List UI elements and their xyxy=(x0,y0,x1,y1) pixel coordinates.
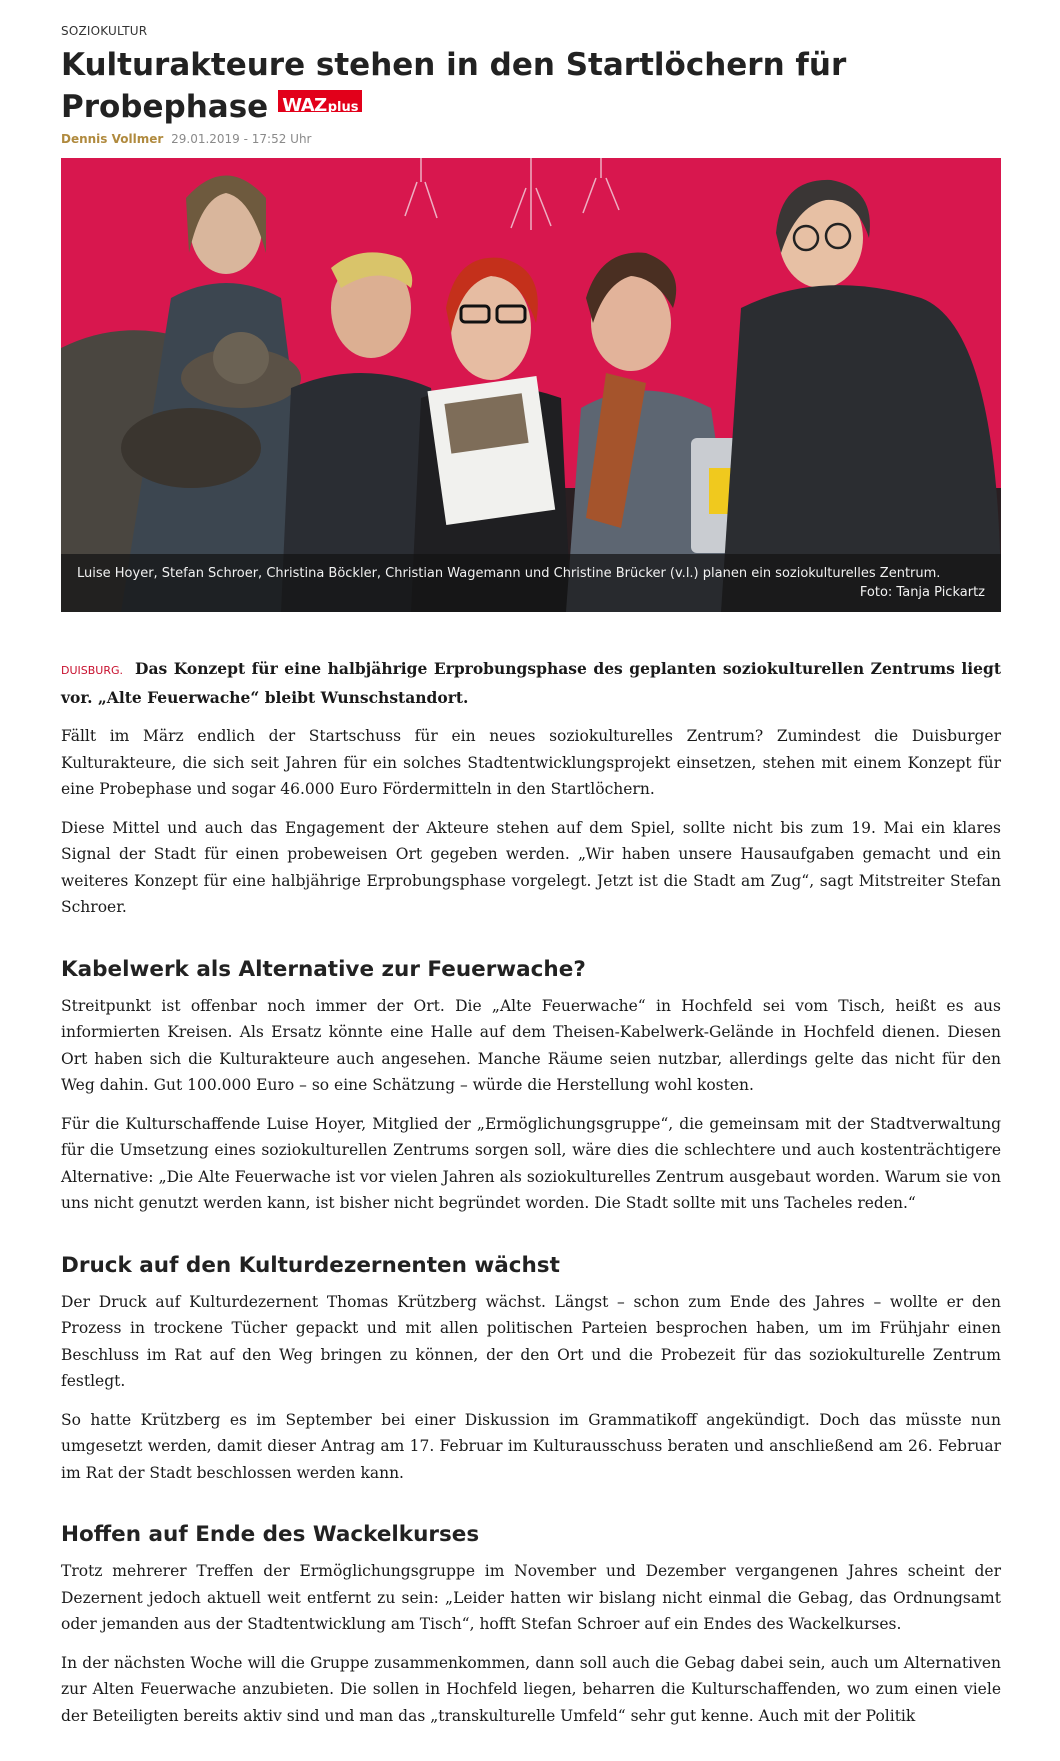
byline xyxy=(61,132,1001,146)
article-title xyxy=(61,44,1001,128)
subheading: Hoffen auf Ende des Wackelkurses xyxy=(61,1522,480,1547)
image-caption xyxy=(61,554,1001,612)
article-title-text: Kulturakteure stehen in den Startlöchern für Probephase xyxy=(61,47,847,125)
subheading: Kabelwerk als Alternative zur Feuerwache? xyxy=(61,956,586,982)
article-lead xyxy=(61,655,1001,711)
paragraph: So hatte Krützberg es im September bei einer Diskussion im Grammatikoff angekündigt. Doch das müsste nun umgesetzt werden, damit dieser Antrag am 17. Februar im Kulturausschuss beraten und anschließend am 26. Februar im Rat der Stadt beschlossen werden kann. xyxy=(61,1410,1001,1482)
group-photo xyxy=(61,158,1001,612)
article-image[interactable] xyxy=(61,158,1001,612)
paragraph: Der Druck auf Kulturdezernent Thomas Krützberg wächst. Längst – schon zum Ende des Jahres – wollte er den Prozess in trockene Tücher gepackt und mit allen politischen Parteien besprochen haben, um im Frühjahr einen Beschluss im Rat auf den Weg bringen zu können, der den Ort und die Probezeit für das soziokulturelle Zentrum festlegt. xyxy=(61,1292,1001,1390)
article-kicker: SOZIOKULTUR xyxy=(61,24,148,38)
paragraph: Für die Kulturschaffende Luise Hoyer, Mitglied der „Ermöglichungsgruppe“, die gemeinsam mit der Stadtverwaltung für die Umsetzung eines soziokulturellen Zentrums sorgen soll, wäre dies die schlechtere und auch kostenträchtigere Alternative: „Die Alte Feuerwache ist vor vielen Jahren als soziokulturelles Zentrum ausgebaut worden. Warum sie von uns nicht genutzt werden kann, ist bisher nicht begründet worden. Die Stadt sollte mit uns Tacheles reden.“ xyxy=(61,1114,1001,1212)
caption-text: Luise Hoyer, Stefan Schroer, Christina Böckler, Christian Wagemann und Christine Brücker (v.l.) planen ein soziokulturelles Zentrum. xyxy=(77,566,941,581)
author-name[interactable]: Dennis Vollmer xyxy=(61,132,164,146)
paragraph: Streitpunkt ist offenbar noch immer der Ort. Die „Alte Feuerwache“ in Hochfeld sei vom Tisch, heißt es aus informierten Kreisen. Als Ersatz könnte eine Halle auf dem Theisen-Kabelwerk-Gelände in Hochfeld dienen. Diesen Ort haben sich die Kulturakteure auch angesehen. Manche Räume seien nutzbar, allerdings gelte das nicht für den Weg dahin. Gut 100.000 Euro – so eine Schätzung – würde die Herstellung wohl kosten. xyxy=(61,996,1001,1094)
lead-text: Das Konzept für eine halbjährige Erprobungsphase des geplanten soziokulturellen Zentrums liegt vor. „Alte Feuerwache“ bleibt Wunschstandort. xyxy=(61,659,1001,707)
waz-plus-badge xyxy=(278,90,362,116)
waz-plus-suffix: plus xyxy=(327,100,359,115)
paragraph: Diese Mittel und auch das Engagement der Akteure stehen auf dem Spiel, sollte nicht bis zum 19. Mai ein klares Signal der Stadt für einen probeweisen Ort gegeben werden. „Wir haben unsere Hausaufgaben gemacht und ein weiteres Konzept für eine halbjährige Erprobungsphase vorgelegt. Jetzt ist die Stadt am Zug“, sagt Mitstreiter Stefan Schroer. xyxy=(61,818,1001,916)
subheading: Druck auf den Kulturdezernenten wächst xyxy=(61,1252,560,1278)
dateline: DUISBURG. xyxy=(61,664,124,677)
paragraph: Fällt im März endlich der Startschuss für ein neues soziokulturelles Zentrum? Zumindest die Duisburger Kulturakteure, die sich seit Jahren für ein solches Stadtentwicklungsprojekt einsetzen, stehen mit einem Konzept für eine Probephase und sogar 46.000 Euro Fördermitteln in den Startlöchern. xyxy=(61,727,1001,798)
paragraph: Trotz mehrerer Treffen der Ermöglichungsgruppe im November und Dezember vergangenen Jahres scheint der Dezernent jedoch aktuell weit entfernt zu sein: „Leider hatten wir bislang nicht einmal die Gebag, das Ordnungsamt oder jemanden aus der Stadtentwicklung am Tisch“, hofft Stefan Schroer auf ein Endes des Wackelkurses. xyxy=(61,1562,1001,1633)
waz-brand: WAZ xyxy=(282,95,327,116)
article xyxy=(61,0,1001,1729)
paragraph: In der nächsten Woche will die Gruppe zusammenkommen, dann soll auch die Gebag dabei sein, auch um Alternativen zur Alten Feuerwache anzubieten. Die sollen in Hochfeld liegen, beharren die Kulturschaffenden, wo zum einen viele der Beteiligten bereits aktiv sind und man das „transkulturelle Umfeld“ sehr gut kenne. Auch mit der Politik xyxy=(61,1653,1001,1725)
publish-date: 29.01.2019 - 17:52 Uhr xyxy=(171,132,312,146)
photo-credit: Foto: Tanja Pickartz xyxy=(859,585,985,600)
